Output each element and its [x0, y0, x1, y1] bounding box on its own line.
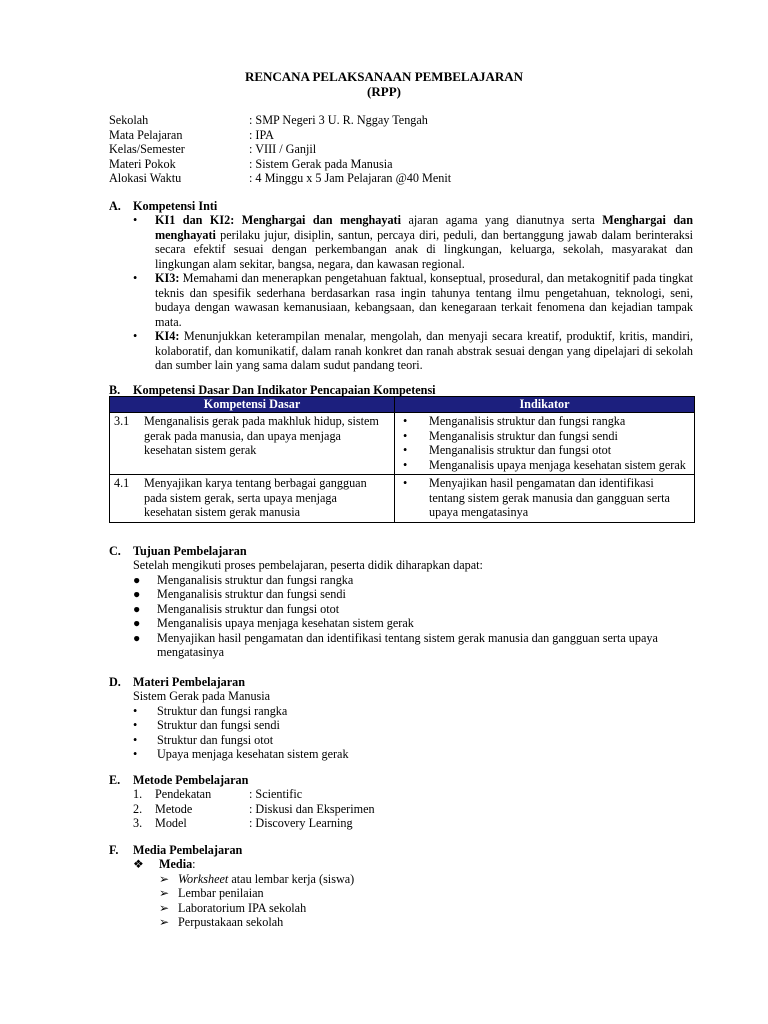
tujuan-intro: Setelah mengikuti proses pembelajaran, peserta didik diharapkan dapat: [133, 558, 483, 572]
list-item: • Upaya menjaga kesehatan sistem gerak [133, 747, 349, 761]
bullet-icon: • [133, 271, 138, 285]
arrow-bullet-icon: ➢ [159, 900, 170, 915]
list-item: ➢ Worksheet atau lembar kerja (siswa) [159, 871, 355, 886]
info-row-sekolah [109, 113, 451, 128]
materi-block [133, 689, 693, 762]
diamond-bullet-icon: ❖ [133, 857, 144, 871]
info-value: : SMP Negeri 3 U. R. Nggay Tengah [249, 113, 428, 127]
info-row-alokasi [109, 171, 451, 186]
list-item: • Struktur dan fungsi rangka [133, 703, 288, 718]
kd-text: Menyajikan karya tentang berbagai gangguan pada sistem gerak, serta upaya menjaga kesehatan sistem gerak manusia [144, 476, 367, 519]
bullet-icon: ● [133, 572, 141, 587]
info-label: Materi Pokok [109, 156, 176, 171]
list-item: 2. Metode : Diskusi dan Eksperimen [133, 801, 375, 816]
list-item: • Struktur dan fungsi sendi [133, 718, 280, 732]
bullet-icon: ● [133, 630, 141, 645]
bullet-icon: • [133, 732, 138, 747]
ki-code: KI4: [155, 329, 180, 343]
bullet-icon: • [403, 428, 408, 443]
section-e-heading [109, 773, 248, 788]
section-c-heading [109, 544, 247, 559]
metode-block [133, 787, 375, 831]
ki-item-3 [133, 271, 693, 329]
section-title: Metode Pembelajaran [133, 773, 249, 787]
indicator-cell [395, 413, 695, 475]
kd-cell [110, 475, 395, 523]
ki-item-4 [133, 329, 693, 373]
tujuan-block [133, 558, 693, 660]
section-title: Kompetensi Dasar Dan Indikator Pencapaian Kompetensi [133, 383, 436, 397]
column-header: Indikator [395, 397, 695, 413]
bullet-icon: ● [133, 616, 141, 630]
section-title: Kompetensi Inti [133, 199, 218, 213]
ki-text: ajaran agama yang dianutnya serta [408, 213, 595, 227]
ki-emphasis: Menghargai dan menghayati [155, 213, 694, 242]
section-letter: B. [109, 383, 121, 397]
section-d-heading [109, 675, 245, 690]
ki-list [133, 213, 693, 373]
list-item: ➢ Lembar penilaian [159, 886, 264, 900]
kd-cell [110, 413, 395, 475]
arrow-bullet-icon: ➢ [159, 915, 170, 929]
table-row [110, 475, 695, 523]
section-f-heading [109, 843, 242, 858]
ki-text: Memahami dan menerapkan pengetahuan faktual, konseptual, prosedural, dan metakognitif pada tingkat teknis dan spesifik sederhana berdasarkan rasa ingin tahunya tentang ilmu pengetahuan, teknologi, seni, budaya dengan wawasan kemanusiaan, kebangsaan, dan kenegaraan terkait fenomena dan kejadian tampak mata. [155, 271, 694, 329]
indicator-item: • Menganalisis struktur dan fungsi otot [399, 443, 690, 458]
bullet-icon: ● [133, 601, 141, 616]
indicator-item: • Menyajikan hasil pengamatan dan identifikasi tentang sistem gerak manusia dan gangguan serta upaya mengatasinya [399, 476, 690, 520]
bullet-icon: • [133, 329, 138, 343]
list-item: ● Menganalisis struktur dan fungsi sendi [133, 587, 346, 601]
info-row-mapel [109, 128, 451, 143]
list-item: ● Menganalisis struktur dan fungsi otot [133, 601, 340, 616]
indicator-item: • Menganalisis struktur dan fungsi sendi [399, 429, 690, 444]
document-title [0, 69, 768, 99]
indicator-item: • Menganalisis upaya menjaga kesehatan sistem gerak [399, 458, 690, 473]
info-row-kelas [109, 142, 451, 157]
section-letter: E. [109, 773, 121, 787]
table-row [110, 413, 695, 475]
indicator-item: • Menganalisis struktur dan fungsi rangka [399, 414, 690, 429]
column-header: Kompetensi Dasar [110, 397, 395, 413]
list-item: ➢ Laboratorium IPA sekolah [159, 900, 307, 915]
arrow-bullet-icon: ➢ [159, 871, 170, 886]
bullet-icon: • [403, 443, 408, 457]
kd-indicator-table [109, 396, 695, 523]
media-block [133, 857, 354, 930]
bullet-icon: • [133, 718, 138, 732]
list-item: ➢ Perpustakaan sekolah [159, 915, 284, 929]
bullet-icon: • [403, 476, 408, 490]
info-label: Alokasi Waktu [109, 171, 182, 185]
section-a-heading [109, 199, 217, 214]
bullet-icon: ● [133, 587, 141, 601]
identity-block [109, 113, 451, 186]
section-letter: D. [109, 675, 121, 689]
materi-intro: Sistem Gerak pada Manusia [133, 689, 271, 703]
bullet-icon: • [403, 457, 408, 472]
bullet-icon: • [403, 414, 408, 428]
ki-item-1-2 [133, 213, 693, 271]
list-item: 3. Model : Discovery Learning [133, 816, 353, 830]
ki-code: KI1 dan KI2: [155, 213, 235, 227]
bullet-icon: • [133, 213, 138, 227]
kd-text: Menganalisis gerak pada makhluk hidup, sistem gerak pada manusia, dan upaya menjaga kesehatan sistem gerak [144, 414, 379, 457]
section-title: Tujuan Pembelajaran [133, 544, 247, 558]
list-item: • Struktur dan fungsi otot [133, 732, 274, 747]
kd-number: 3.1 [114, 414, 130, 428]
section-letter: F. [109, 843, 119, 857]
info-label: Kelas/Semester [109, 142, 185, 156]
ki-emphasis: Menghargai dan menghayati [241, 213, 401, 227]
arrow-bullet-icon: ➢ [159, 886, 170, 900]
info-value: : 4 Minggu x 5 Jam Pelajaran @40 Menit [249, 171, 452, 185]
info-row-materi [109, 157, 451, 172]
list-item: ● Menyajikan hasil pengamatan dan identifikasi tentang sistem gerak manusia dan gangguan serta upaya mengatasinya [133, 630, 658, 659]
section-title: Materi Pembelajaran [133, 675, 246, 689]
info-value: : Sistem Gerak pada Manusia [249, 156, 393, 171]
section-letter: C. [109, 544, 121, 558]
list-item: ● Menganalisis struktur dan fungsi rangka [133, 572, 354, 587]
info-value: : VIII / Ganjil [249, 142, 317, 156]
bullet-icon: • [133, 747, 138, 761]
ki-text: perilaku jujur, disiplin, santun, percaya diri, peduli, dan bertanggung jawab dalam berinteraksi secara efektif sesuai dengan perkembangan anak di lingkungan, keluarga, sekolah, masyarakat dan lingkungan alam sekitar, bangsa, negara, dan kawasan regional. [155, 227, 693, 271]
title-line-2: (RPP) [367, 84, 401, 99]
list-item: ● Menganalisis upaya menjaga kesehatan sistem gerak [133, 616, 414, 630]
section-letter: A. [109, 199, 121, 213]
info-label: Sekolah [109, 113, 149, 127]
info-value: : IPA [249, 127, 274, 142]
ki-text: Menunjukkan keterampilan menalar, mengolah, dan menyaji secara kreatif, produktif, kritis, mandiri, kolaboratif, dan komunikatif, dalam ranah konkret dan ranah abstrak sesuai dengan yang dipelajari di sekolah dan sumber lain yang sama dalam sudut pandang teori. [155, 329, 694, 372]
section-title: Media Pembelajaran [133, 843, 243, 857]
kd-number: 4.1 [114, 476, 130, 490]
title-line-1: RENCANA PELAKSANAAN PEMBELAJARAN [244, 69, 524, 84]
indicator-cell [395, 475, 695, 523]
table-header-row [110, 397, 695, 413]
list-item: 1. Pendekatan : Scientific [133, 787, 303, 801]
media-heading: ❖ Media : [133, 857, 196, 871]
info-label: Mata Pelajaran [109, 127, 183, 142]
ki-code: KI3: [155, 271, 180, 285]
bullet-icon: • [133, 703, 138, 718]
